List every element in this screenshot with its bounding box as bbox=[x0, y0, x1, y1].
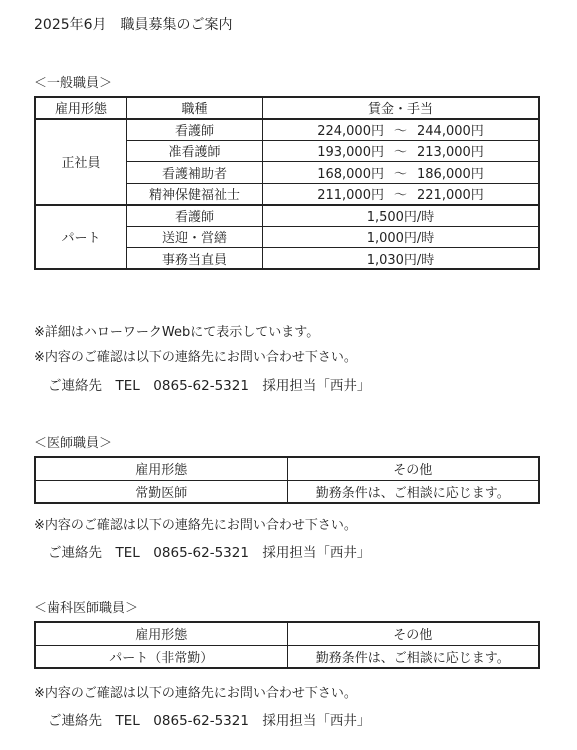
contact-line: ご連絡先 TEL 0865-62-5321 採用担当「西井」 bbox=[48, 713, 371, 729]
employment-cell: パート（非常勤） bbox=[35, 645, 287, 668]
general-staff-heading: ＜一般職員＞ bbox=[34, 76, 113, 91]
note-inquiry: ※内容のご確認は以下の連絡先にお問い合わせ下さい。 bbox=[34, 518, 357, 533]
wage-cell: 1,000円/時 bbox=[263, 226, 540, 248]
general-staff-table bbox=[34, 96, 540, 270]
header-employment-type: 雇用形態 bbox=[35, 457, 287, 480]
header-other: その他 bbox=[287, 457, 539, 480]
wage-cell: 1,030円/時 bbox=[263, 248, 540, 270]
header-employment-type: 雇用形態 bbox=[35, 97, 127, 119]
dentist-heading: ＜歯科医師職員＞ bbox=[34, 601, 139, 616]
employment-cell: 常勤医師 bbox=[35, 480, 287, 503]
table-row bbox=[35, 480, 539, 503]
fulltime-label: 正社員 bbox=[35, 119, 127, 205]
wage-cell: 1,500円/時 bbox=[263, 205, 540, 227]
parttime-label: パート bbox=[35, 205, 127, 270]
table-row bbox=[35, 119, 539, 141]
other-cell: 勤務条件は、ご相談に応じます。 bbox=[287, 645, 539, 668]
page-title: 2025年6月 職員募集のご案内 bbox=[34, 17, 233, 33]
table-row bbox=[35, 645, 539, 668]
wage-cell: 193,000円 ～ 213,000円 bbox=[263, 140, 540, 162]
contact-line: ご連絡先 TEL 0865-62-5321 採用担当「西井」 bbox=[48, 545, 371, 561]
job-cell: 看護師 bbox=[127, 119, 263, 141]
note-inquiry: ※内容のご確認は以下の連絡先にお問い合わせ下さい。 bbox=[34, 350, 357, 365]
job-cell: 看護補助者 bbox=[127, 162, 263, 184]
header-other: その他 bbox=[287, 622, 539, 645]
wage-cell: 211,000円 ～ 221,000円 bbox=[263, 183, 540, 205]
note-hellowork: ※詳細はハローワークWebにて表示しています。 bbox=[34, 325, 320, 340]
job-cell: 精神保健福祉士 bbox=[127, 183, 263, 205]
job-cell: 事務当直員 bbox=[127, 248, 263, 270]
job-cell: 准看護師 bbox=[127, 140, 263, 162]
note-inquiry: ※内容のご確認は以下の連絡先にお問い合わせ下さい。 bbox=[34, 686, 357, 701]
dentist-table bbox=[34, 621, 540, 669]
wage-cell: 224,000円 ～ 244,000円 bbox=[263, 119, 540, 141]
header-job-type: 職種 bbox=[127, 97, 263, 119]
wage-cell: 168,000円 ～ 186,000円 bbox=[263, 162, 540, 184]
doctor-heading: ＜医師職員＞ bbox=[34, 436, 113, 451]
job-cell: 送迎・営繕 bbox=[127, 226, 263, 248]
header-employment-type: 雇用形態 bbox=[35, 622, 287, 645]
table-row bbox=[35, 205, 539, 227]
job-cell: 看護師 bbox=[127, 205, 263, 227]
doctor-table bbox=[34, 456, 540, 504]
contact-line: ご連絡先 TEL 0865-62-5321 採用担当「西井」 bbox=[48, 378, 371, 394]
other-cell: 勤務条件は、ご相談に応じます。 bbox=[287, 480, 539, 503]
header-wage: 賃金・手当 bbox=[263, 97, 540, 119]
